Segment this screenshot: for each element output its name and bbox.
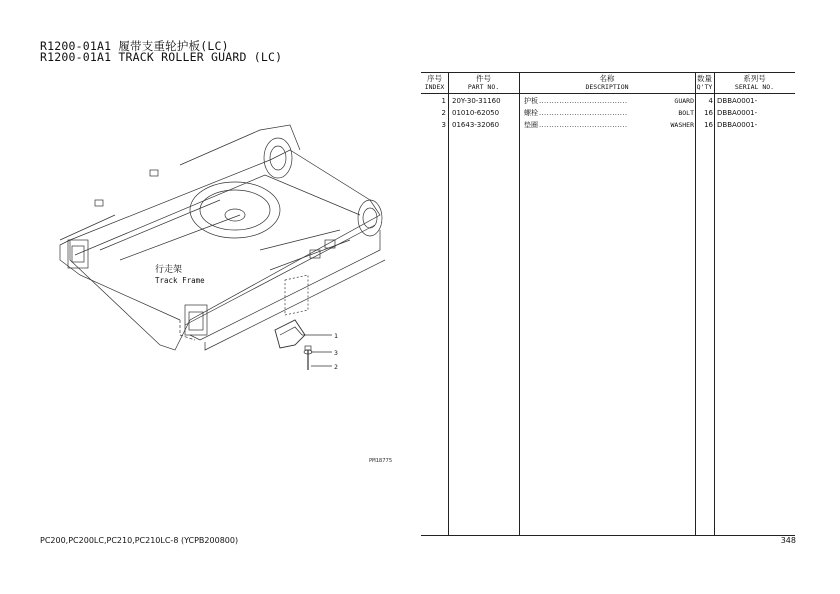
- row-leader-dots: ...................................: [539, 121, 628, 129]
- row-part-no: 01643-32060: [452, 121, 500, 129]
- header-part-cn: 件号: [476, 74, 491, 83]
- row-desc-cn: 护板: [524, 97, 538, 105]
- page-number: 348: [780, 536, 796, 545]
- header-desc-en: DESCRIPTION: [585, 83, 629, 91]
- column-divider: [695, 72, 696, 536]
- header-index: [421, 74, 448, 92]
- header-index-cn: 序号: [427, 74, 442, 83]
- row-leader-dots: ...................................: [539, 109, 628, 117]
- row-serial: DBBA0001-: [717, 109, 758, 117]
- row-qty: 16: [704, 109, 713, 117]
- row-index: 1: [441, 97, 446, 105]
- header-divider: [421, 93, 795, 94]
- row-desc-cn: 螺栓: [524, 109, 538, 117]
- track-frame-label-english: Track Frame: [155, 276, 205, 285]
- header-quantity: [695, 74, 714, 92]
- track-frame-drawing: [40, 120, 410, 480]
- header-qty-cn: 数量: [697, 74, 712, 83]
- page-title-chinese: R1200-01A1 履带支重轮护板(LC): [40, 39, 229, 53]
- row-qty: 16: [704, 121, 713, 129]
- table-bottom-border: [421, 535, 795, 536]
- row-desc-cn: 垫圈: [524, 121, 538, 129]
- column-divider: [519, 72, 520, 536]
- row-index: 3: [441, 121, 446, 129]
- header-qty-en: Q'TY: [696, 83, 713, 91]
- header-serial: [714, 74, 795, 92]
- header-part-no: [448, 74, 519, 92]
- row-desc-en: BOLT: [678, 109, 694, 117]
- row-desc-en: GUARD: [674, 97, 694, 105]
- row-part-no: 01010-62050: [452, 109, 500, 117]
- footer-model-list: PC200,PC200LC,PC210,PC210LC-8 (YCPB200800): [40, 536, 239, 545]
- row-serial: DBBA0001-: [717, 97, 758, 105]
- row-part-no: 20Y-30-31160: [452, 97, 501, 105]
- header-part-en: PART NO.: [467, 83, 500, 91]
- header-serial-en: SERIAL NO.: [734, 83, 775, 91]
- column-divider: [448, 72, 449, 536]
- callout-3: 3: [334, 349, 338, 357]
- table-row: [421, 120, 795, 130]
- header-description: [519, 74, 695, 92]
- callout-2: 2: [334, 363, 338, 371]
- row-leader-dots: ...................................: [539, 97, 628, 105]
- track-frame-label-chinese: 行走架: [155, 265, 183, 275]
- row-qty: 4: [708, 97, 713, 105]
- table-row: [421, 108, 795, 118]
- header-index-en: INDEX: [424, 83, 445, 91]
- parts-table: [421, 72, 795, 536]
- table-row: [421, 96, 795, 106]
- row-serial: DBBA0001-: [717, 121, 758, 129]
- table-top-border: [421, 72, 795, 73]
- drawing-code: PM18775: [369, 458, 393, 464]
- header-desc-cn: 名称: [599, 74, 615, 83]
- callout-1: 1: [334, 332, 338, 340]
- page-title-english: R1200-01A1 TRACK ROLLER GUARD (LC): [40, 50, 283, 64]
- row-desc-en: WASHER: [670, 121, 694, 129]
- header-serial-cn: 系列号: [743, 74, 766, 83]
- row-index: 2: [441, 109, 446, 117]
- column-divider: [714, 72, 715, 536]
